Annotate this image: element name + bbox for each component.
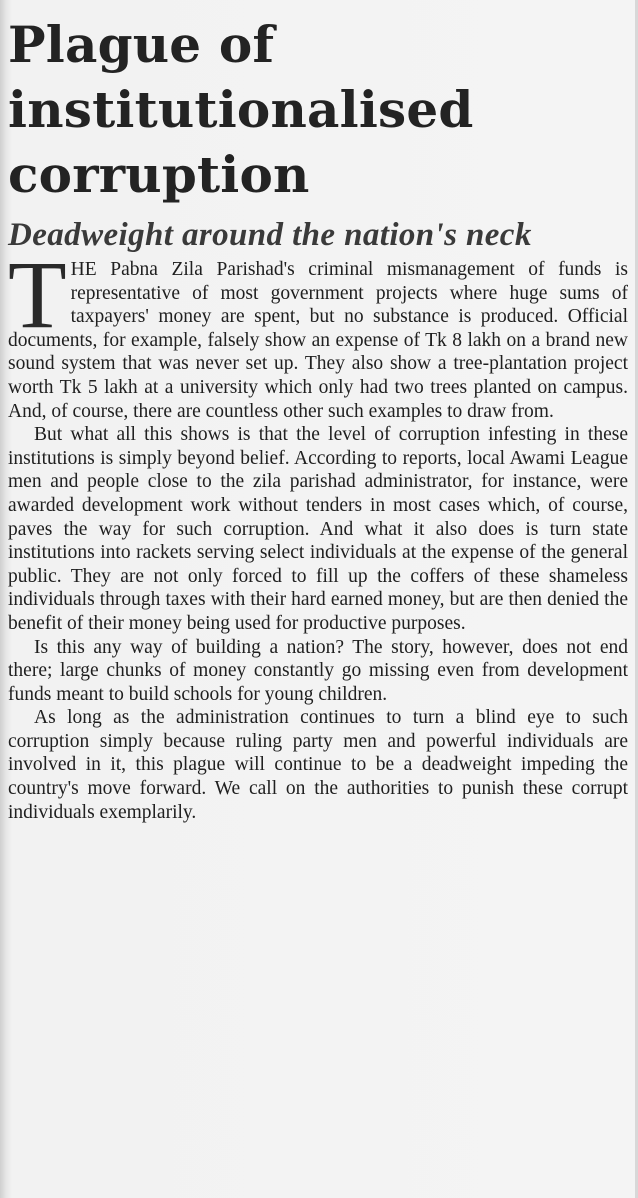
paragraph-4: As long as the administration continues to turn a blind eye to such corruption simply because ruling party men and powerful individuals are involved in it, this plague will continue to be a deadweight impeding the country's move forward. We call on the authorities to punish these corrupt individuals exemplarily.	[8, 707, 628, 823]
paragraph-1	[8, 241, 628, 423]
paragraph-2: But what all this shows is that the level of corruption infesting in these institutions is simply beyond belief. According to reports, local Awami League men and people close to the zila parishad administrator, for instance, were awarded development work without tenders in most cases which, of course, paves the way for such corruption. And what it also does is turn state institutions into rackets serving select individuals at the expense of the general public. They are not only forced to fill up the coffers of these shameless individuals through taxes with their hard earned money, but are then denied the benefit of their money being used for productive purposes.	[8, 424, 628, 634]
headline: Plague of institutionalised corruption	[8, 15, 474, 204]
paragraph-3: Is this any way of building a nation? The story, however, does not end there; large chunks of money constantly go missing even from development funds meant to build schools for young children.	[8, 636, 628, 705]
drop-cap: T	[8, 241, 67, 348]
editorial-article	[8, 12, 628, 824]
article-body	[8, 241, 628, 824]
paragraph-1-text: HE Pabna Zila Parishad's criminal mismanagement of funds is representative of most government projects where huge sums of taxpayers' money are spent, but no substance is produced. Official documents, for example, falsely show an expense of Tk 8 lakh on a brand new sound system that was never set up. They also show a tree-plantation project worth Tk 5 lakh at a university which only had two trees planted on campus. And, of course, there are countless other such examples to draw from.	[8, 259, 628, 422]
subheadline: Deadweight around the nation's neck	[8, 217, 532, 253]
